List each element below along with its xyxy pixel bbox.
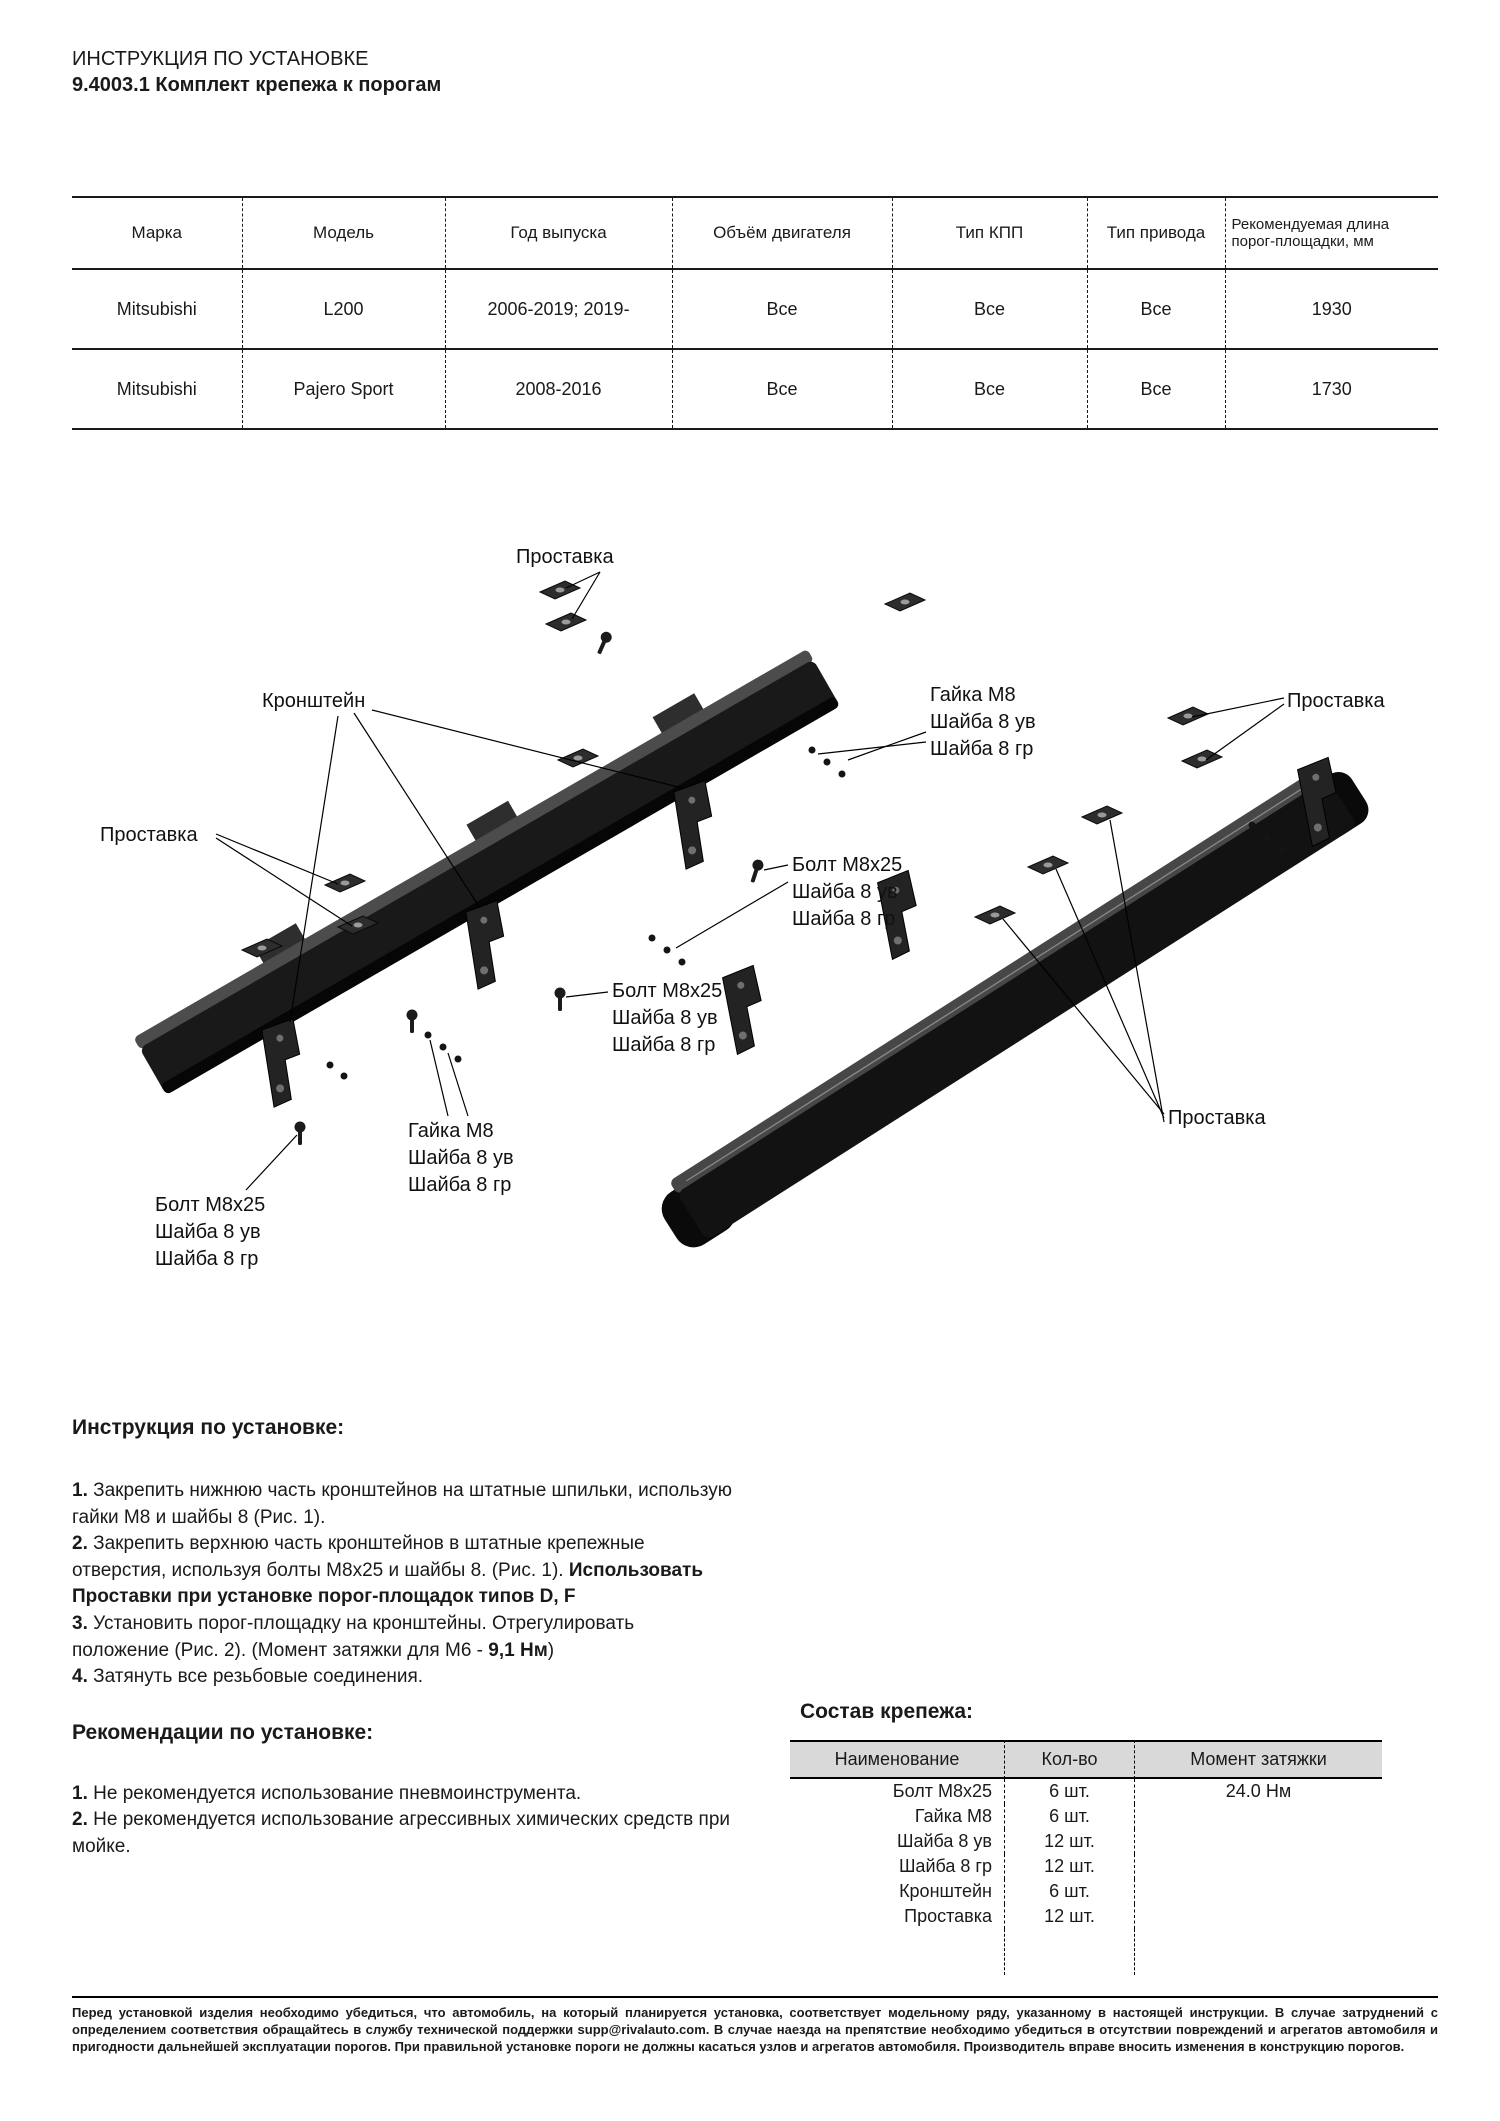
parts-col-name: Наименование (790, 1740, 1005, 1779)
parts-row-qty: 6 шт. (1005, 1879, 1135, 1904)
label-bolt-low: Болт М8х25 Шайба 8 ув Шайба 8 гр (612, 980, 723, 1056)
bolt-shape (407, 1010, 418, 1034)
parts-row-name: Кронштейн (790, 1879, 1005, 1904)
parts-row-torque (1135, 1879, 1382, 1904)
install-step-1: 1. Закрепить нижнюю часть кронштейнов на штатные шпильки, использую гайки М8 и шайбы 8 (Рис. 1). (72, 1480, 732, 1528)
spacer-shape (975, 906, 1015, 924)
label-bracket: Кронштейн (262, 690, 366, 712)
installation-diagram (0, 520, 1500, 1420)
col-gearbox: Тип КПП (892, 197, 1087, 269)
cell-length: 1730 (1225, 349, 1438, 429)
bolt-shape (594, 630, 614, 656)
col-engine: Объём двигателя (672, 197, 892, 269)
running-board-shape (649, 756, 1376, 1255)
cell-brand: Mitsubishi (72, 269, 242, 349)
parts-col-qty: Кол-во (1005, 1740, 1135, 1779)
label-spacer-top-right: Проставка (1287, 690, 1385, 712)
doc-title-line2: 9.4003.1 Комплект крепежа к порогам (72, 74, 442, 96)
bracket-shape (721, 965, 768, 1055)
parts-row-name: Шайба 8 гр (790, 1854, 1005, 1879)
parts-row-qty: 12 шт. (1005, 1854, 1135, 1879)
cell-drive: Все (1087, 269, 1225, 349)
parts-row-qty: 6 шт. (1005, 1779, 1135, 1804)
hardware-diagram-drawing (0, 520, 1500, 1420)
parts-row-qty: 12 шт. (1005, 1829, 1135, 1854)
col-year: Год выпуска (445, 197, 672, 269)
bolt-shape (747, 858, 765, 884)
label-spacer-top: Проставка (516, 546, 614, 568)
cell-model: L200 (242, 269, 445, 349)
doc-title-line1: ИНСТРУКЦИЯ ПО УСТАНОВКЕ (72, 48, 369, 70)
label-spacer-bottom-right: Проставка (1168, 1107, 1266, 1129)
bolt-shape (555, 988, 566, 1012)
label-bolt-bottom-left: Болт М8х25 Шайба 8 ув Шайба 8 гр (155, 1194, 266, 1270)
install-instructions-section (72, 1416, 732, 1861)
parts-filler (1135, 1929, 1382, 1975)
recommend-item-1: 1. Не рекомендуется использование пневмоинструмента. (72, 1782, 582, 1804)
parts-row-qty: 12 шт. (1005, 1904, 1135, 1929)
label-spacer-left: Проставка (100, 824, 198, 846)
spacer-shape (1028, 856, 1068, 874)
fitment-header-row (72, 197, 1438, 269)
spacer-shape (546, 613, 586, 631)
cell-engine: Все (672, 349, 892, 429)
spacer-shape (885, 593, 925, 611)
parts-table (790, 1740, 1382, 1975)
parts-row-torque (1135, 1804, 1382, 1829)
install-step-3: 3. Установить порог-площадку на кронштейны. Отрегулировать положение (Рис. 2). (Момент затяжки для М6 - 9,1 Нм) (72, 1612, 635, 1661)
parts-filler (1005, 1929, 1135, 1975)
fitment-table (72, 196, 1438, 430)
recommend-heading: Рекомендации по установке: (72, 1720, 374, 1744)
bracket-shape (261, 1018, 305, 1107)
cell-drive: Все (1087, 349, 1225, 429)
parts-row-torque (1135, 1854, 1382, 1879)
table-row (72, 349, 1438, 429)
cell-year: 2008-2016 (445, 349, 672, 429)
cell-engine: Все (672, 269, 892, 349)
cell-length: 1930 (1225, 269, 1438, 349)
label-nut-bottom: Гайка М8 Шайба 8 ув Шайба 8 гр (408, 1120, 514, 1196)
install-step-4: 4. Затянуть все резьбовые соединения. (72, 1666, 424, 1688)
spacer-shape (1168, 707, 1208, 725)
col-length: Рекомендуемая длина порог-площадки, мм (1225, 197, 1438, 269)
parts-col-torque: Момент затяжки (1135, 1740, 1382, 1779)
bracket-shape (673, 780, 717, 869)
cell-gearbox: Все (892, 269, 1087, 349)
col-drive: Тип привода (1087, 197, 1225, 269)
parts-row-name: Проставка (790, 1904, 1005, 1929)
install-heading: Инструкция по установке: (72, 1416, 345, 1439)
parts-row-torque: 24.0 Нм (1225, 1781, 1292, 1801)
bolt-shape (295, 1122, 306, 1146)
spacer-shape (1082, 806, 1122, 824)
install-step-2: 2. Закрепить верхнюю часть кронштейнов в штатные крепежные отверстия, используя болты М8х25 и шайбы 8. (Рис. 1). Использовать Проставки при установке порог-площадок типов D, F (72, 1533, 704, 1608)
footer-disclaimer: Перед установкой изделия необходимо убедиться, что автомобиль, на который планируется установка, соответствует модельному ряду, указанному в настоящей инструкции. В случае затруднений с определением соответствия обращайтесь в службу технической поддержки supp@rivalauto.com. В случае наезда на препятствие необходимо убедиться в отсутствии повреждений и агрегатов автомобиля и пригодности дальнейшей эксплуатации порогов. При правильной установке пороги не должны касаться узлов и агрегатов автомобиля. Производитель вправе вносить изменения в конструкцию порогов. (72, 2005, 1438, 2055)
cell-gearbox: Все (892, 349, 1087, 429)
leader-lines (216, 572, 1284, 1190)
parts-filler (790, 1929, 1005, 1975)
footer-divider (72, 1996, 1438, 1998)
col-model: Модель (242, 197, 445, 269)
parts-row-torque (1135, 1904, 1382, 1929)
parts-table-heading: Состав крепежа: (800, 1700, 974, 1723)
bracket-shape (465, 900, 509, 989)
parts-row-qty: 6 шт. (1005, 1804, 1135, 1829)
table-row (72, 269, 1438, 349)
parts-row-name: Шайба 8 ув (790, 1829, 1005, 1854)
recommend-item-2: 2. Не рекомендуется использование агрессивных химических средств при мойке. (72, 1809, 730, 1857)
col-brand: Марка (72, 197, 242, 269)
parts-row-torque (1135, 1829, 1382, 1854)
parts-row-name: Гайка М8 (790, 1804, 1005, 1829)
spacer-shape (325, 874, 365, 892)
cell-brand: Mitsubishi (72, 349, 242, 429)
label-nut-right: Гайка М8 Шайба 8 ув Шайба 8 гр (930, 684, 1036, 760)
cell-model: Pajero Sport (242, 349, 445, 429)
label-bolt-mid: Болт М8х25 Шайба 8 ув Шайба 8 гр (792, 854, 903, 930)
cell-year: 2006-2019; 2019- (445, 269, 672, 349)
parts-row-name: Болт М8х25 (790, 1779, 1005, 1804)
